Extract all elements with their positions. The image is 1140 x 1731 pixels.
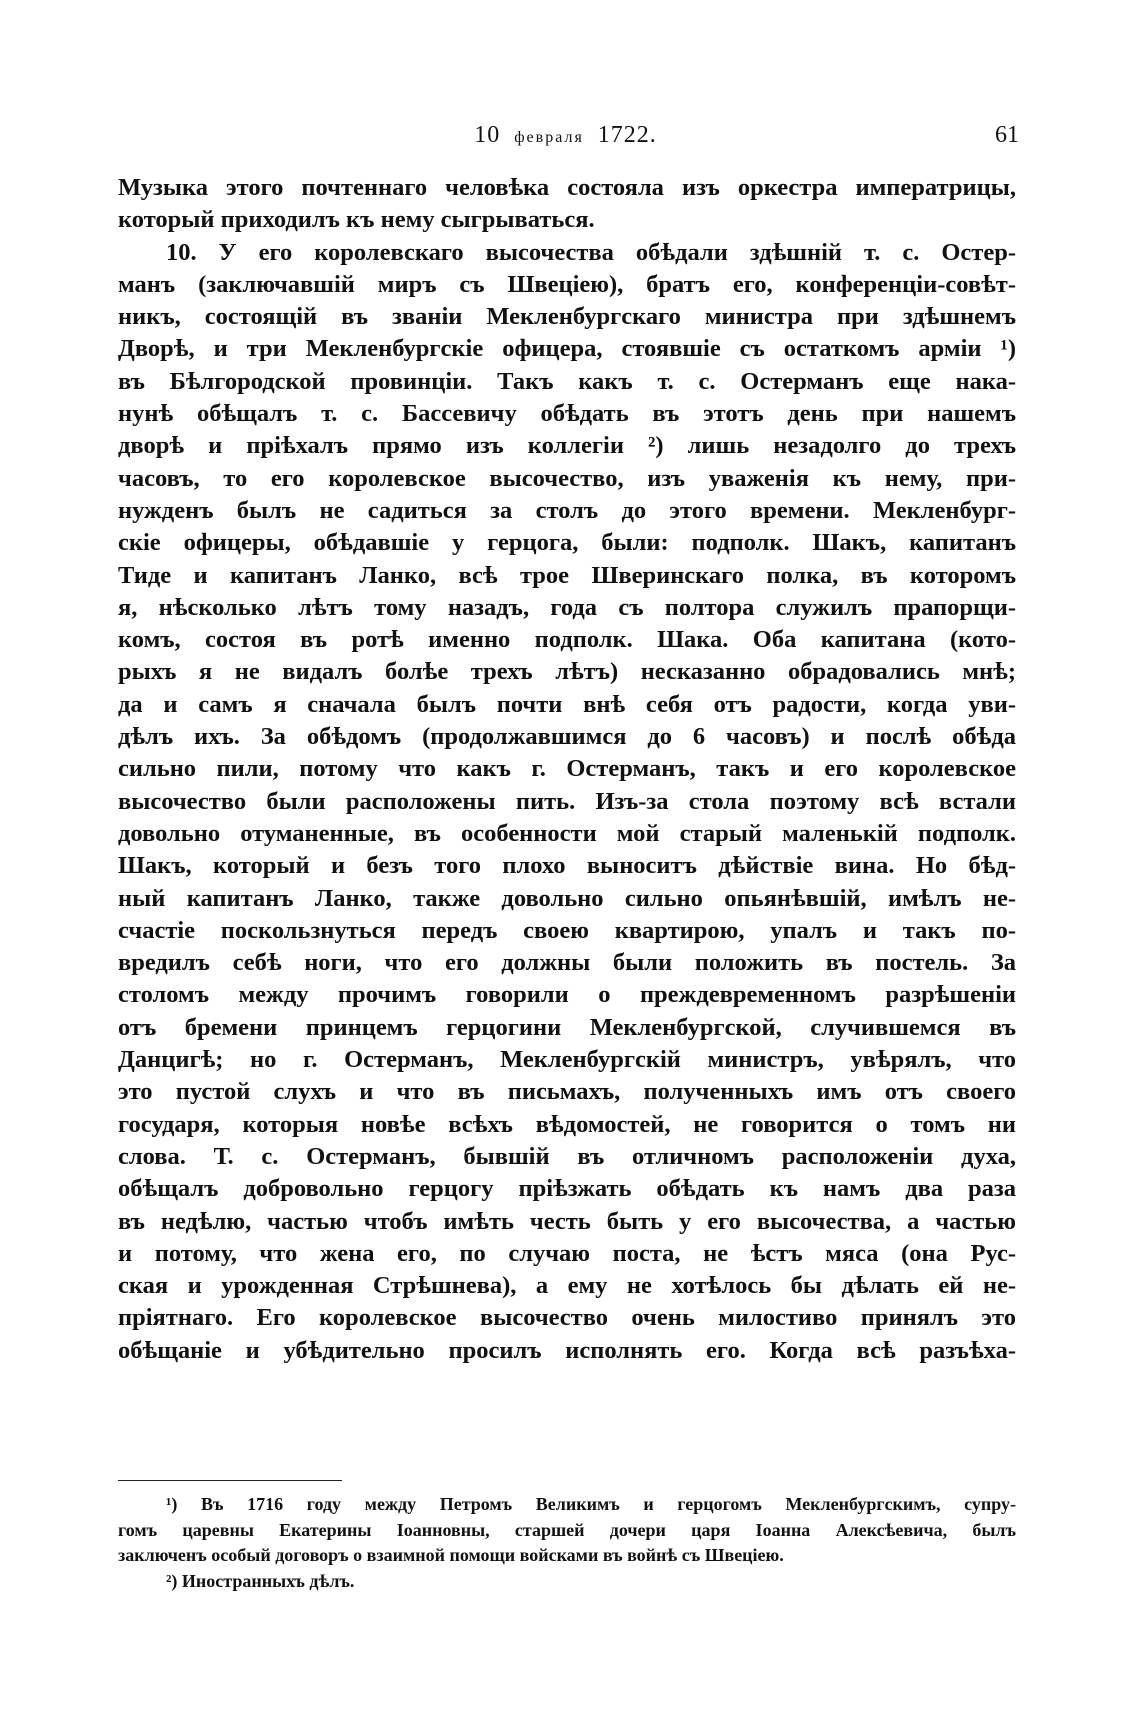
body-line: рыхъ я не видалъ болѣе трехъ лѣтъ) несказанно обрадовались мнѣ; bbox=[118, 658, 1016, 686]
body-line: отъ бремени принцемъ герцогини Мекленбургской, случившемся въ bbox=[118, 1013, 1016, 1041]
body-line: скіе офицеры, обѣдавшіе у герцога, были: подполк. Шакъ, капитанъ bbox=[118, 529, 1016, 557]
header-year: 1722. bbox=[597, 122, 657, 148]
body-text bbox=[118, 172, 1016, 1367]
body-line: обѣщалъ добровольно герцогу пріѣзжать обѣдать къ намъ два раза bbox=[118, 1175, 1016, 1203]
body-line: Шакъ, который и безъ того плохо выноситъ дѣйствіе вина. Но бѣд- bbox=[118, 852, 1016, 880]
body-line: въ Бѣлгородской провинціи. Такъ какъ т. с. Остерманъ еще нака- bbox=[118, 367, 1016, 395]
body-line: дѣлъ ихъ. За обѣдомъ (продолжавшимся до 6 часовъ) и послѣ обѣда bbox=[118, 723, 1016, 751]
body-line: высочество были расположены пить. Изъ-за стола поэтому всѣ встали bbox=[118, 787, 1016, 815]
body-line: 10. У его королевскаго высочества обѣдали здѣшній т. с. Остер- bbox=[166, 238, 1016, 266]
body-line: слова. Т. с. Остерманъ, бывшій въ отличномъ расположеніи духа, bbox=[118, 1142, 1016, 1170]
body-line: Данцигѣ; но г. Остерманъ, Мекленбургскій министръ, увѣрялъ, что bbox=[118, 1046, 1016, 1074]
body-line: счастіе поскользнуться передъ своею квартирою, упалъ и такъ по- bbox=[118, 916, 1016, 944]
body-line: государя, которыя новѣе всѣхъ вѣдомостей, не говорится о томъ ни bbox=[118, 1110, 1016, 1138]
body-line: комъ, состоя въ ротѣ именно подполк. Шака. Оба капитана (кото- bbox=[118, 626, 1016, 654]
body-line: въ недѣлю, частью чтобъ имѣть честь быть у его высочества, а частью bbox=[118, 1207, 1016, 1235]
running-title bbox=[112, 122, 1019, 149]
body-line: нунѣ обѣщалъ т. с. Бассевичу обѣдать въ этотъ день при нашемъ bbox=[118, 400, 1016, 428]
body-line: сильно пили, потому что какъ г. Остерманъ, такъ и его королевское bbox=[118, 755, 1016, 783]
body-line: манъ (заключавшій миръ съ Швеціею), братъ его, конференціи-совѣт- bbox=[118, 270, 1016, 298]
body-line: ская и урожденная Стрѣшнева), а ему не хотѣлось бы дѣлать ей не- bbox=[118, 1272, 1016, 1300]
body-line: довольно отуманенные, въ особенности мой старый маленькій подполк. bbox=[118, 819, 1016, 847]
body-line: часовъ, то его королевское высочество, изъ уваженія къ нему, при- bbox=[118, 464, 1016, 492]
body-line: это пустой слухъ и что въ письмахъ, полученныхъ имъ отъ своего bbox=[118, 1078, 1016, 1106]
body-line: Тиде и капитанъ Ланко, всѣ трое Шверинскаго полка, въ которомъ bbox=[118, 561, 1016, 589]
body-line: Дворѣ, и три Мекленбургскіе офицера, стоявшіе съ остаткомъ арміи ¹) bbox=[118, 335, 1016, 363]
body-line: никъ, состоящій въ званіи Мекленбургскаго министра при здѣшнемъ bbox=[118, 303, 1016, 331]
running-header bbox=[112, 122, 1019, 158]
body-line: пріятнаго. Его королевское высочество очень милостиво принялъ это bbox=[118, 1304, 1016, 1332]
footnote-line: заключенъ особый договоръ о взаимной помощи войсками въ войнѣ съ Швеціею. bbox=[118, 1545, 784, 1565]
body-line: столомъ между прочимъ говорили о преждевременномъ разрѣшеніи bbox=[118, 981, 1016, 1009]
header-day: 10 bbox=[474, 122, 501, 148]
header-month: февраля bbox=[514, 129, 584, 146]
body-line: Музыка этого почтеннаго человѣка состояла изъ оркестра императрицы, bbox=[118, 174, 1016, 201]
body-line: ный капитанъ Ланко, также довольно сильно опьянѣвшій, имѣлъ не- bbox=[118, 884, 1016, 912]
footnote-line: ¹) Въ 1716 году между Петромъ Великимъ и герцогомъ Мекленбургскимъ, супру- bbox=[166, 1494, 1016, 1514]
body-line: нужденъ былъ не садиться за столъ до этого времени. Мекленбург- bbox=[118, 496, 1016, 524]
body-line: дворѣ и пріѣхалъ прямо изъ коллегіи ²) лишь незадолго до трехъ bbox=[118, 432, 1016, 460]
body-line: вредилъ себѣ ноги, что его должны были положить въ постель. За bbox=[118, 949, 1016, 977]
footnotes bbox=[118, 1492, 1016, 1594]
body-line: я, нѣсколько лѣтъ тому назадъ, года съ полтора служилъ прапорщи- bbox=[118, 593, 1016, 621]
body-line: и потому, что жена его, по случаю поста, не ѣстъ мяса (она Рус- bbox=[118, 1239, 1016, 1267]
footnote-line: ²) Иностранныхъ дѣлъ. bbox=[166, 1570, 355, 1591]
body-line: да и самъ я сначала былъ почти внѣ себя отъ радости, когда уви- bbox=[118, 690, 1016, 718]
page-number: 61 bbox=[995, 122, 1019, 148]
body-line: обѣщаніе и убѣдительно просилъ исполнять его. Когда всѣ разъѣха- bbox=[118, 1336, 1016, 1364]
footnote-line: гомъ царевны Екатерины Іоанновны, старшей дочери царя Іоанна Алексѣевича, былъ bbox=[118, 1519, 1016, 1540]
footnote-rule bbox=[118, 1480, 342, 1481]
body-line: который приходилъ къ нему сыгрываться. bbox=[118, 206, 595, 234]
